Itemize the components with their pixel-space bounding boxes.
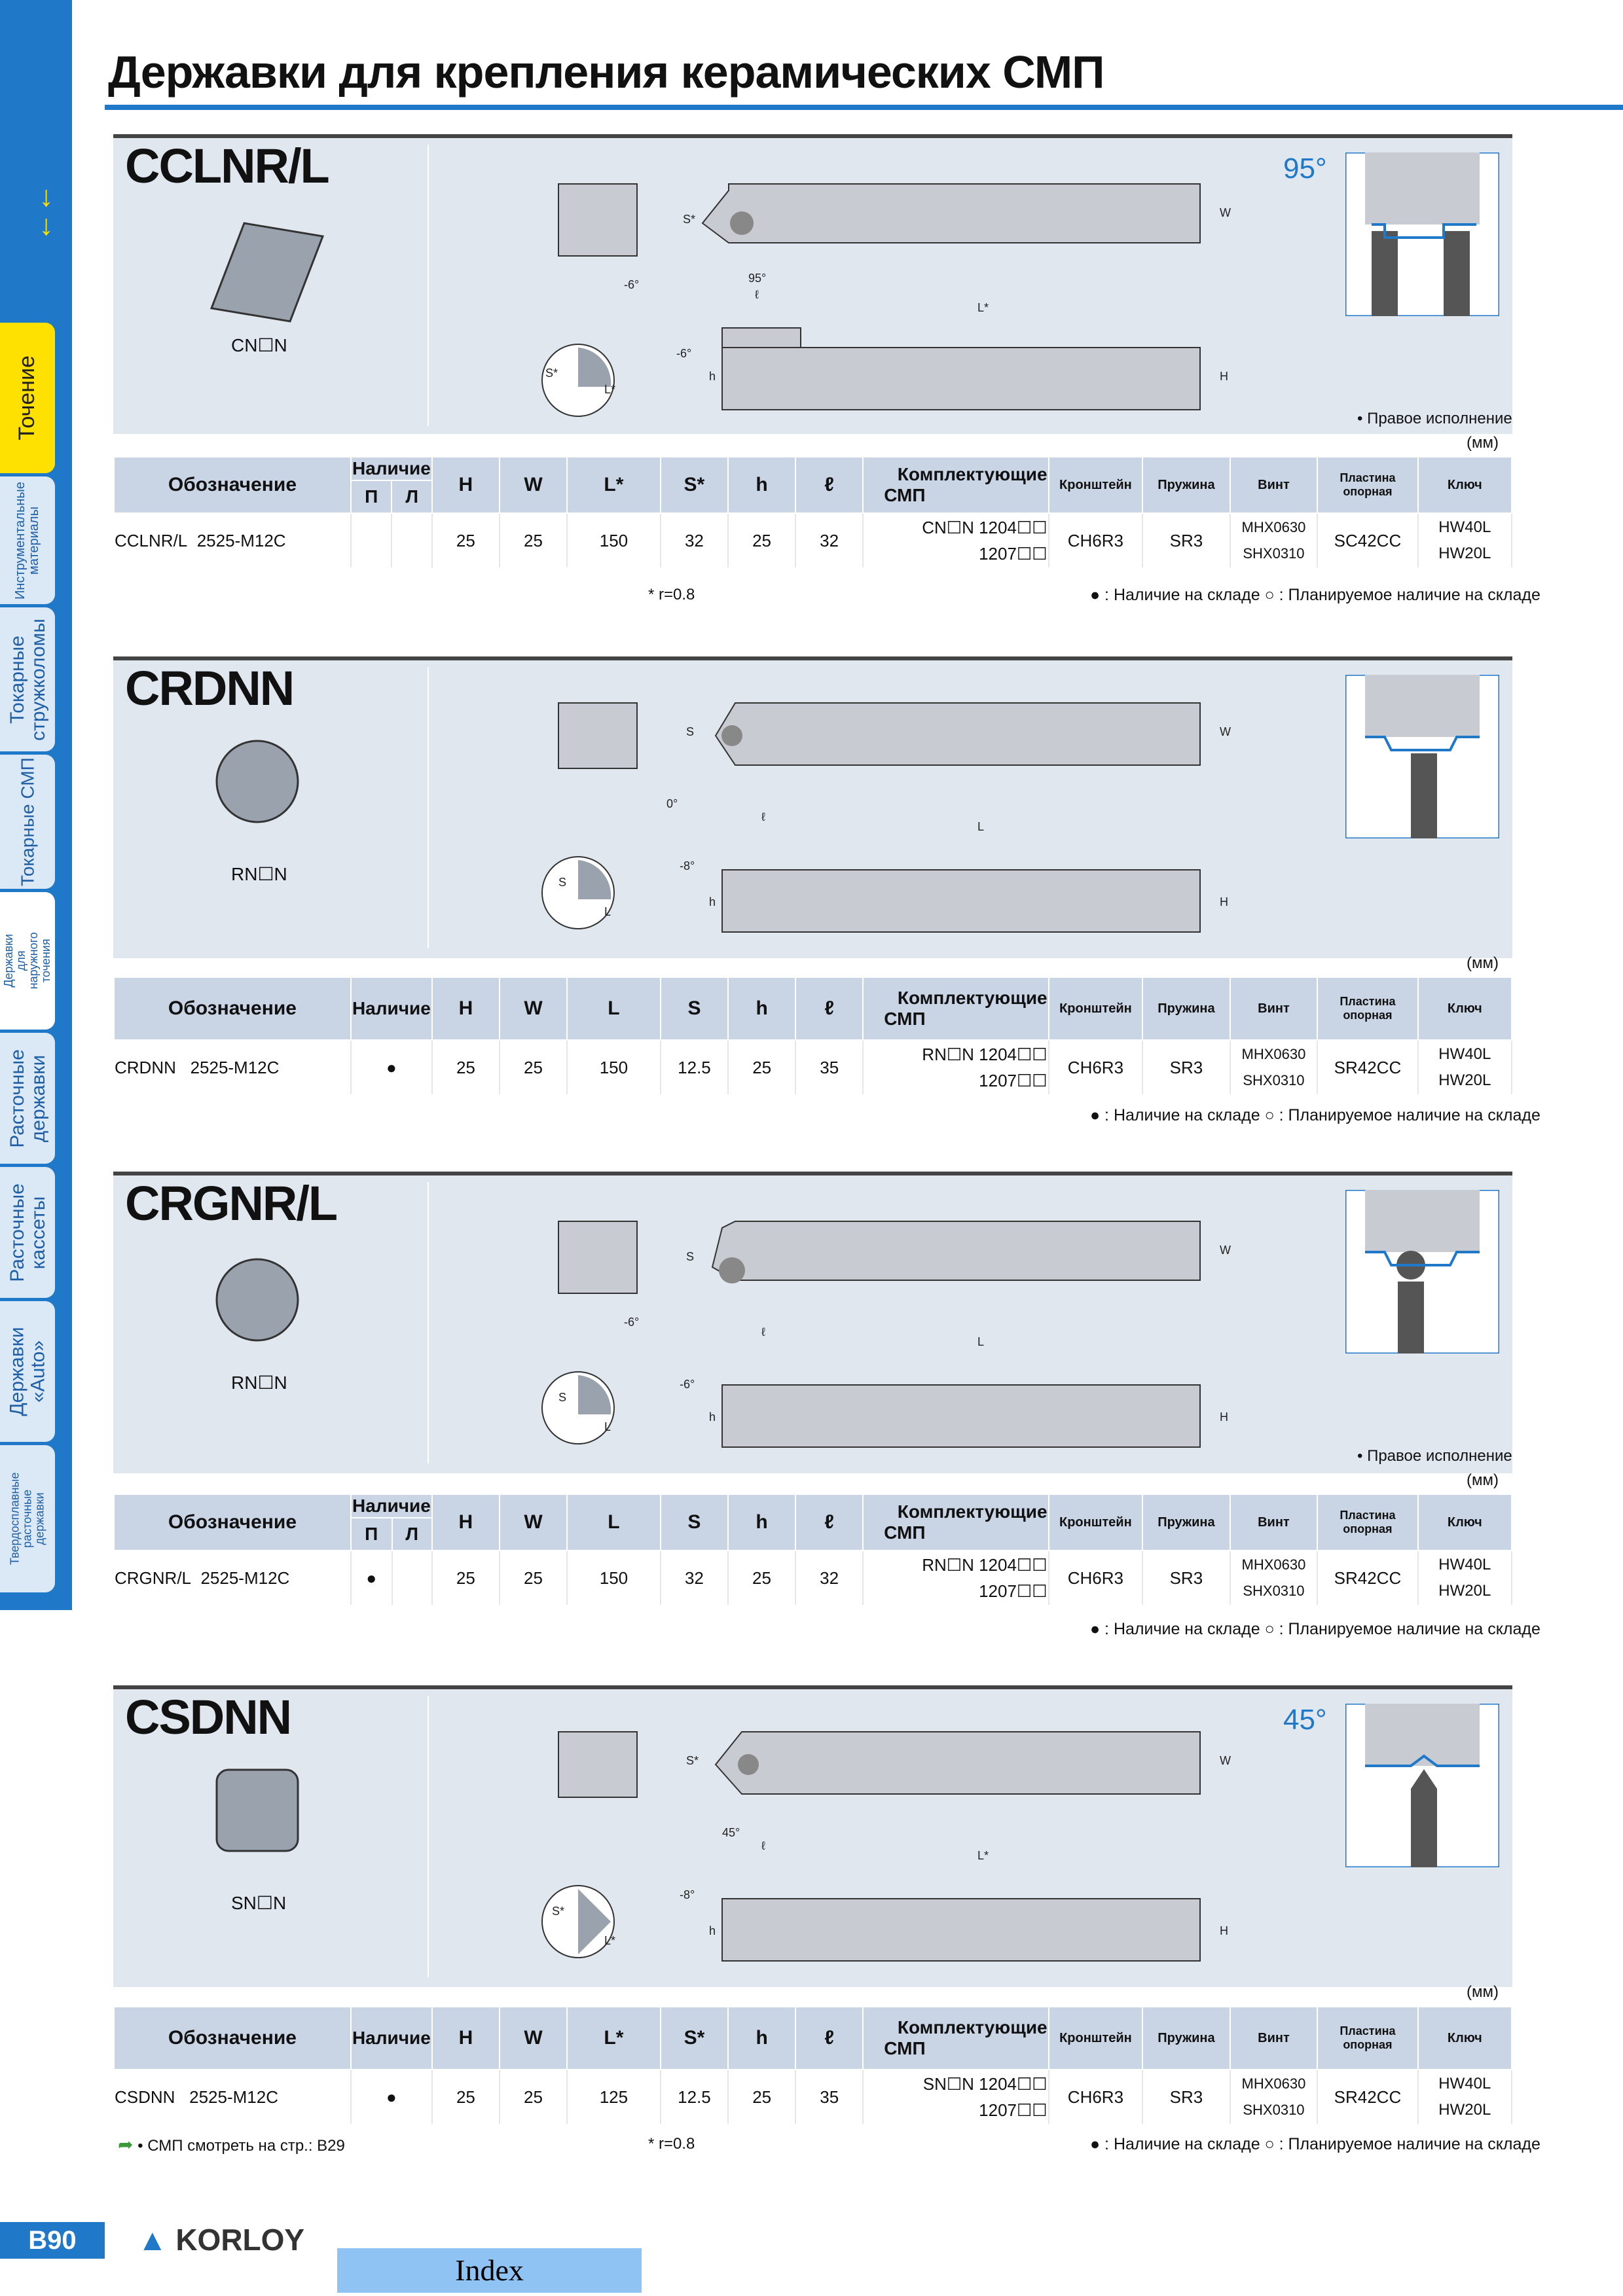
back-arrows-icon[interactable]: ←← [26, 184, 58, 242]
tab-carbide-boring[interactable] [0, 1443, 57, 1594]
dim-ss: S* [552, 1905, 565, 1918]
col-ell: ℓ [795, 457, 863, 513]
val-key: HW40L HW20L [1418, 513, 1512, 567]
application-diagram [1345, 675, 1499, 838]
tab-label: Державки «Auto» [6, 1327, 49, 1416]
tab-chipbreakers[interactable] [0, 605, 57, 753]
dim-ell: ℓ [761, 1325, 765, 1338]
dim-h: h [709, 370, 716, 383]
dim-w: W [1220, 1244, 1231, 1257]
dim-l: L [977, 820, 985, 833]
dim-ls: L [604, 905, 611, 918]
col-h: h [728, 977, 795, 1040]
val-key: HW40L HW20L [1418, 1551, 1512, 1605]
val-shim: SR42CC [1317, 2070, 1417, 2124]
divider [428, 1696, 429, 1977]
dim-ls: L [604, 1420, 611, 1433]
col-bracket: Кронштейн [1049, 2007, 1143, 2070]
stock-legend: ● : Наличие на складе ○ : Планируемое наличие на складе [1090, 1620, 1541, 1638]
section-panel-crgnr [113, 1172, 1512, 1473]
sidebar [0, 0, 72, 1610]
tab-label: Токарные СМП [17, 757, 38, 886]
tab-label: Инструментальные материалы [13, 481, 41, 600]
col-key: Ключ [1418, 2007, 1512, 2070]
insert-round-icon [211, 1254, 303, 1346]
dim-s: S* [683, 213, 696, 226]
dim-angle-1: -6° [624, 278, 640, 291]
col-avail-l: Л [392, 1518, 432, 1551]
val-insert: SN☐N 1204☐☐ 1207☐☐ [863, 2070, 1048, 2124]
application-diagram [1345, 152, 1499, 316]
val-key: HW40L HW20L [1418, 2070, 1512, 2124]
col-avail-l: Л [392, 480, 431, 513]
val-bracket: CH6R3 [1049, 1551, 1143, 1605]
val-bracket: CH6R3 [1049, 1040, 1143, 1094]
col-screw: Винт [1230, 2007, 1318, 2070]
units-label: (мм) [1467, 1471, 1499, 1489]
dim-h-big: H [1220, 370, 1228, 383]
tab-boring-holders[interactable] [0, 1031, 57, 1166]
val-h: 25 [728, 2070, 795, 2124]
tab-external-holders[interactable] [0, 890, 57, 1031]
val-shim: SC42CC [1317, 513, 1417, 567]
components-label: Комплектующие [897, 1501, 1048, 1522]
spec-table-cclnr [113, 456, 1512, 567]
insert-label: СМП [884, 485, 926, 505]
dim-l: L* [977, 301, 989, 314]
insert-diamond-icon [205, 217, 329, 328]
col-components [863, 977, 1048, 1040]
col-screw: Винт [1230, 1494, 1318, 1551]
tab-label: Твердосплавные расточные державки [8, 1472, 46, 1566]
tab-label: Расточные державки [6, 1049, 49, 1148]
col-W: W [500, 977, 567, 1040]
val-S: 32 [661, 513, 728, 567]
dim-s: S [686, 725, 695, 738]
val-L: 125 [567, 2070, 661, 2124]
val-S: 32 [661, 1551, 728, 1605]
col-L: L [567, 1494, 661, 1551]
tab-label: Токарные стружколомы [6, 618, 49, 741]
title-rule [105, 105, 1623, 110]
avail-l [392, 1551, 432, 1605]
val-bracket: CH6R3 [1049, 513, 1143, 567]
val-insert: RN☐N 1204☐☐ 1207☐☐ [863, 1551, 1048, 1605]
dim-ell: ℓ [761, 810, 765, 823]
dim-ss: S [558, 876, 567, 889]
radius-note: * r=0.8 [648, 586, 695, 603]
dim-angle-3: -6° [680, 1378, 695, 1391]
dim-angle-3: -6° [676, 347, 692, 360]
avail: ● [351, 2070, 432, 2124]
divider [428, 667, 429, 948]
col-bracket: Кронштейн [1049, 1494, 1143, 1551]
val-insert: RN☐N 1204☐☐ 1207☐☐ [863, 1040, 1048, 1094]
index-button[interactable]: Index [337, 2248, 642, 2293]
col-S: S* [661, 2007, 728, 2070]
col-availability: Наличие [351, 2007, 432, 2070]
col-designation: Обозначение [114, 977, 351, 1040]
korloy-logo [137, 2222, 304, 2257]
insert-square-icon [211, 1765, 303, 1856]
avail-p [351, 513, 392, 567]
right-hand-note: • Правое исполнение [1357, 1447, 1512, 1465]
dim-angle-3: -8° [680, 859, 695, 872]
insert-label: СМП [884, 2038, 926, 2058]
tab-label: Державки для наружного точения [2, 932, 52, 990]
col-h: h [728, 2007, 795, 2070]
tab-inserts[interactable] [0, 753, 57, 891]
dim-h-big: H [1220, 1410, 1228, 1424]
dim-h: h [709, 895, 716, 908]
components-label: Комплектующие [897, 988, 1048, 1008]
components-label: Комплектующие [897, 2017, 1048, 2037]
col-spring: Пружина [1142, 977, 1230, 1040]
val-W: 25 [500, 2070, 567, 2124]
col-designation: Обозначение [114, 457, 351, 513]
val-ell: 32 [795, 513, 863, 567]
val-shim: SR42CC [1317, 1551, 1417, 1605]
dim-h: h [709, 1410, 716, 1424]
application-diagram [1345, 1190, 1499, 1354]
section-panel-crdnn [113, 656, 1512, 958]
spec-table-crdnn [113, 977, 1512, 1094]
model-name: CCLNR/L [125, 139, 329, 193]
val-S: 12.5 [661, 1040, 728, 1094]
col-shim: Пластина опорная [1317, 1494, 1417, 1551]
section-panel-cclnr [113, 134, 1512, 434]
divider [428, 1182, 429, 1463]
col-bracket: Кронштейн [1049, 457, 1143, 513]
val-insert: CN☐N 1204☐☐ 1207☐☐ [863, 513, 1048, 567]
row-designation: CCLNR/L 2525-M12C [114, 513, 351, 567]
col-designation: Обозначение [114, 2007, 351, 2070]
col-spring: Пружина [1142, 457, 1230, 513]
col-H: H [432, 1494, 500, 1551]
insert-code: RN☐N [231, 864, 287, 884]
tool-drawing [506, 151, 1252, 420]
dim-w: W [1220, 206, 1231, 219]
spec-table-csdnn [113, 2006, 1512, 2124]
tab-turning[interactable] [0, 321, 57, 475]
col-ell: ℓ [795, 1494, 863, 1551]
components-label: Комплектующие [897, 464, 1048, 484]
lead-angle-label: 45° [1283, 1704, 1327, 1736]
col-L: L* [567, 2007, 661, 2070]
dim-h: h [709, 1924, 716, 1937]
logo-text: KORLOY [175, 2223, 305, 2257]
val-W: 25 [500, 1040, 567, 1094]
tool-drawing [506, 1702, 1252, 1971]
insert-label: СМП [884, 1522, 926, 1543]
col-availability: Наличие [351, 1494, 432, 1518]
application-diagram [1345, 1704, 1499, 1867]
tab-boring-cartridges[interactable] [0, 1165, 57, 1300]
col-S: S [661, 977, 728, 1040]
col-shim: Пластина опорная [1317, 2007, 1417, 2070]
page-title: Державки для крепления керамических СМП [108, 46, 1104, 98]
arrow-icon: ➦ [118, 2134, 134, 2155]
tab-label: Точение [14, 355, 40, 440]
dim-angle-2: 95° [748, 272, 767, 285]
dim-angle-1: 45° [722, 1826, 740, 1839]
table-row [114, 1551, 1512, 1605]
page-number: B90 [0, 2222, 105, 2259]
col-components [863, 457, 1048, 513]
model-name: CRGNR/L [125, 1176, 337, 1230]
dim-ls: L* [604, 1934, 616, 1947]
val-L: 150 [567, 1551, 661, 1605]
val-W: 25 [500, 1551, 567, 1605]
col-availability: Наличие [351, 977, 432, 1040]
dim-angle-1: 0° [666, 797, 678, 810]
val-bracket: CH6R3 [1049, 2070, 1143, 2124]
col-shim: Пластина опорная [1317, 457, 1417, 513]
dim-w: W [1220, 1754, 1231, 1767]
val-h: 25 [728, 513, 795, 567]
insert-code: RN☐N [231, 1372, 287, 1393]
units-label: (мм) [1467, 1983, 1499, 2001]
insert-round-icon [211, 736, 303, 827]
avail-p: ● [351, 1551, 392, 1605]
dim-s: S [686, 1250, 695, 1263]
val-screw: MHX0630 SHX0310 [1230, 1551, 1318, 1605]
val-H: 25 [432, 513, 500, 567]
insert-code: SN☐N [231, 1893, 287, 1913]
col-designation: Обозначение [114, 1494, 351, 1551]
col-H: H [432, 977, 500, 1040]
val-ell: 32 [795, 1551, 863, 1605]
dim-l: L [977, 1335, 985, 1348]
val-spring: SR3 [1142, 1551, 1230, 1605]
val-W: 25 [500, 513, 567, 567]
divider [428, 145, 429, 426]
col-spring: Пружина [1142, 2007, 1230, 2070]
col-L: L* [567, 457, 661, 513]
col-W: W [500, 1494, 567, 1551]
table-row [114, 2070, 1512, 2124]
stock-legend: ● : Наличие на складе ○ : Планируемое наличие на складе [1090, 2135, 1541, 2153]
col-ell: ℓ [795, 977, 863, 1040]
tab-label: Расточные кассеты [6, 1183, 49, 1282]
col-bracket: Кронштейн [1049, 977, 1143, 1040]
dim-h-big: H [1220, 1924, 1228, 1937]
avail-l [392, 513, 431, 567]
col-H: H [432, 457, 500, 513]
dim-angle-1: -6° [624, 1316, 640, 1329]
val-screw: MHX0630 SHX0310 [1230, 513, 1318, 567]
col-ell: ℓ [795, 2007, 863, 2070]
dim-ss: S* [545, 367, 558, 380]
col-key: Ключ [1418, 457, 1512, 513]
radius-note: * r=0.8 [648, 2135, 695, 2153]
right-hand-note: • Правое исполнение [1357, 410, 1512, 427]
dim-ss: S [558, 1391, 567, 1404]
lead-angle-label: 95° [1283, 152, 1327, 185]
col-h: h [728, 1494, 795, 1551]
table-row [114, 513, 1512, 567]
col-S: S* [661, 457, 728, 513]
val-spring: SR3 [1142, 513, 1230, 567]
table-row [114, 1040, 1512, 1094]
val-key: HW40L HW20L [1418, 1040, 1512, 1094]
row-designation: CSDNN 2525-M12C [114, 2070, 351, 2124]
tab-tool-materials[interactable] [0, 475, 57, 606]
model-name: CRDNN [125, 661, 294, 715]
tab-auto-holders[interactable] [0, 1299, 57, 1444]
footnote-text: • СМП смотреть на стр.: B29 [137, 2137, 345, 2155]
spec-table-crgnr [113, 1494, 1512, 1605]
units-label: (мм) [1467, 954, 1499, 972]
insert-code: CN☐N [231, 335, 287, 355]
val-L: 150 [567, 513, 661, 567]
col-S: S [661, 1494, 728, 1551]
model-name: CSDNN [125, 1690, 291, 1744]
col-components [863, 1494, 1048, 1551]
val-spring: SR3 [1142, 1040, 1230, 1094]
col-key: Ключ [1418, 977, 1512, 1040]
dim-angle-3: -8° [680, 1888, 695, 1901]
tool-drawing [506, 673, 1252, 942]
avail: ● [351, 1040, 432, 1094]
val-H: 25 [432, 2070, 500, 2124]
col-h: h [728, 457, 795, 513]
col-L: L [567, 977, 661, 1040]
col-avail-p: П [351, 480, 392, 513]
col-W: W [500, 2007, 567, 2070]
stock-legend: ● : Наличие на складе ○ : Планируемое наличие на складе [1090, 586, 1541, 604]
dim-l: L* [977, 1849, 989, 1862]
col-W: W [500, 457, 567, 513]
insert-label: СМП [884, 1009, 926, 1029]
val-h: 25 [728, 1040, 795, 1094]
col-shim: Пластина опорная [1317, 977, 1417, 1040]
dim-h-big: H [1220, 895, 1228, 908]
col-H: H [432, 2007, 500, 2070]
val-L: 150 [567, 1040, 661, 1094]
col-key: Ключ [1418, 1494, 1512, 1551]
col-spring: Пружина [1142, 1494, 1230, 1551]
dim-ell: ℓ [761, 1839, 765, 1852]
val-screw: MHX0630 SHX0310 [1230, 1040, 1318, 1094]
dim-ell: ℓ [755, 288, 759, 301]
dim-ls: L* [604, 383, 616, 396]
val-ell: 35 [795, 2070, 863, 2124]
dim-s: S* [686, 1754, 699, 1767]
val-H: 25 [432, 1040, 500, 1094]
val-spring: SR3 [1142, 2070, 1230, 2124]
val-shim: SR42CC [1317, 1040, 1417, 1094]
row-designation: CRGNR/L 2525-M12C [114, 1551, 351, 1605]
val-ell: 35 [795, 1040, 863, 1094]
col-availability: Наличие [351, 457, 432, 480]
insert-page-footnote[interactable] [118, 2134, 345, 2155]
section-panel-csdnn [113, 1685, 1512, 1987]
val-h: 25 [728, 1551, 795, 1605]
tool-drawing [506, 1189, 1252, 1457]
val-S: 12.5 [661, 2070, 728, 2124]
stock-legend: ● : Наличие на складе ○ : Планируемое наличие на складе [1090, 1106, 1541, 1124]
logo-icon: ▲ [137, 2223, 168, 2257]
row-designation: CRDNN 2525-M12C [114, 1040, 351, 1094]
units-label: (мм) [1467, 434, 1499, 452]
dim-w: W [1220, 725, 1231, 738]
col-components [863, 2007, 1048, 2070]
col-screw: Винт [1230, 977, 1318, 1040]
val-H: 25 [432, 1551, 500, 1605]
col-avail-p: П [351, 1518, 392, 1551]
val-screw: MHX0630 SHX0310 [1230, 2070, 1318, 2124]
col-screw: Винт [1230, 457, 1318, 513]
